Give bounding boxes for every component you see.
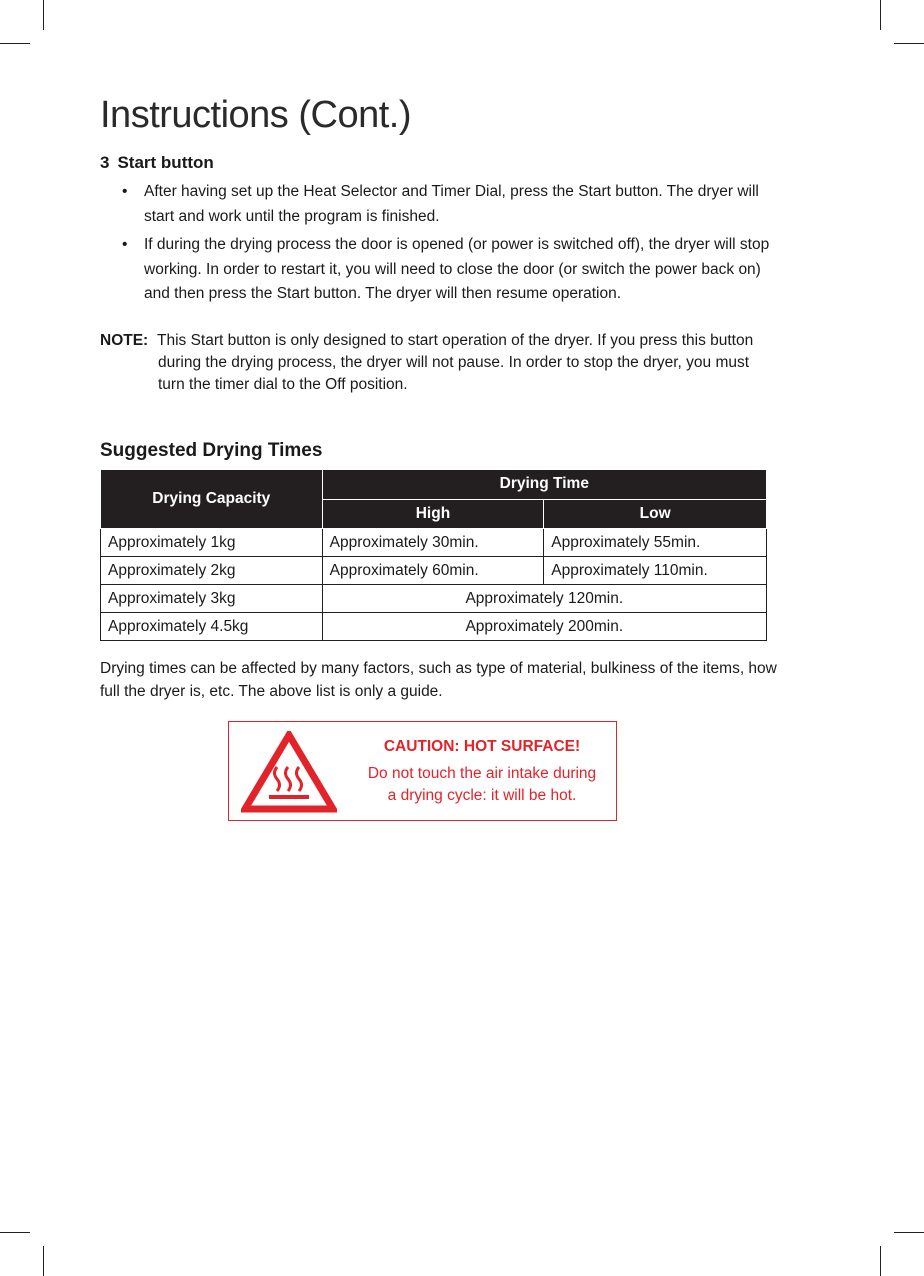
cell-time: Approximately 120min. [322, 585, 766, 613]
cell-low: Approximately 110min. [544, 557, 767, 585]
table-row [101, 613, 767, 641]
header-low: Low [544, 499, 767, 529]
crop-mark [0, 43, 30, 44]
section-title: Start button [117, 153, 214, 172]
cell-capacity: Approximately 1kg [101, 529, 323, 557]
note [100, 330, 780, 396]
crop-mark [0, 1232, 30, 1233]
caution-text [347, 763, 617, 807]
hot-surface-warning-icon [241, 731, 337, 813]
drying-times-table [100, 469, 767, 641]
crop-mark [894, 43, 924, 44]
crop-mark [43, 1246, 44, 1276]
section-heading [100, 153, 214, 173]
page-title: Instructions (Cont.) [100, 94, 411, 136]
section-number: 3 [100, 153, 110, 172]
header-high: High [322, 499, 544, 529]
cell-capacity: Approximately 4.5kg [101, 613, 323, 641]
note-text [100, 330, 780, 396]
caution-line: Do not touch the air intake during [367, 765, 597, 782]
note-text-content: This Start button is only designed to start operation of the dryer. If you press this button during the drying process, the dryer will not pause. In order to stop the dryer, you must turn the timer dial to the Off position. [157, 332, 754, 393]
header-drying-capacity: Drying Capacity [101, 470, 323, 529]
cell-capacity: Approximately 3kg [101, 585, 323, 613]
header-drying-time: Drying Time [322, 470, 766, 500]
bullet-text: If during the drying process the door is opened (or power is switched off), the dryer will stop working. In order to restart it, you will need to close the door (or switch the power back on) and then press the Start button. The dryer will then resume operation. [144, 236, 770, 302]
list-item [100, 233, 780, 307]
drying-times-footnote: Drying times can be affected by many factors, such as type of material, bulkiness of the items, how full the dryer is, etc. The above list is only a guide. [100, 660, 777, 700]
list-item [100, 180, 780, 229]
cell-time: Approximately 200min. [322, 613, 766, 641]
caution-box [228, 721, 617, 821]
cell-high: Approximately 60min. [322, 557, 544, 585]
caution-line: a drying cycle: it will be hot. [387, 787, 577, 804]
bullet-icon: • [122, 236, 128, 253]
bullet-text: After having set up the Heat Selector and Timer Dial, press the Start button. The dryer will start and work until the program is finished. [144, 183, 759, 225]
crop-mark [880, 1246, 881, 1276]
crop-mark [880, 0, 881, 30]
crop-mark [43, 0, 44, 30]
table-row [101, 529, 767, 557]
table-row [101, 585, 767, 613]
caution-heading: CAUTION: HOT SURFACE! [383, 738, 581, 755]
drying-times-heading: Suggested Drying Times [100, 440, 323, 461]
bullet-list [100, 180, 780, 311]
cell-capacity: Approximately 2kg [101, 557, 323, 585]
note-label: NOTE: [100, 332, 149, 349]
cell-low: Approximately 55min. [544, 529, 767, 557]
bullet-icon: • [122, 183, 128, 200]
cell-high: Approximately 30min. [322, 529, 544, 557]
crop-mark [894, 1232, 924, 1233]
table-row [101, 557, 767, 585]
